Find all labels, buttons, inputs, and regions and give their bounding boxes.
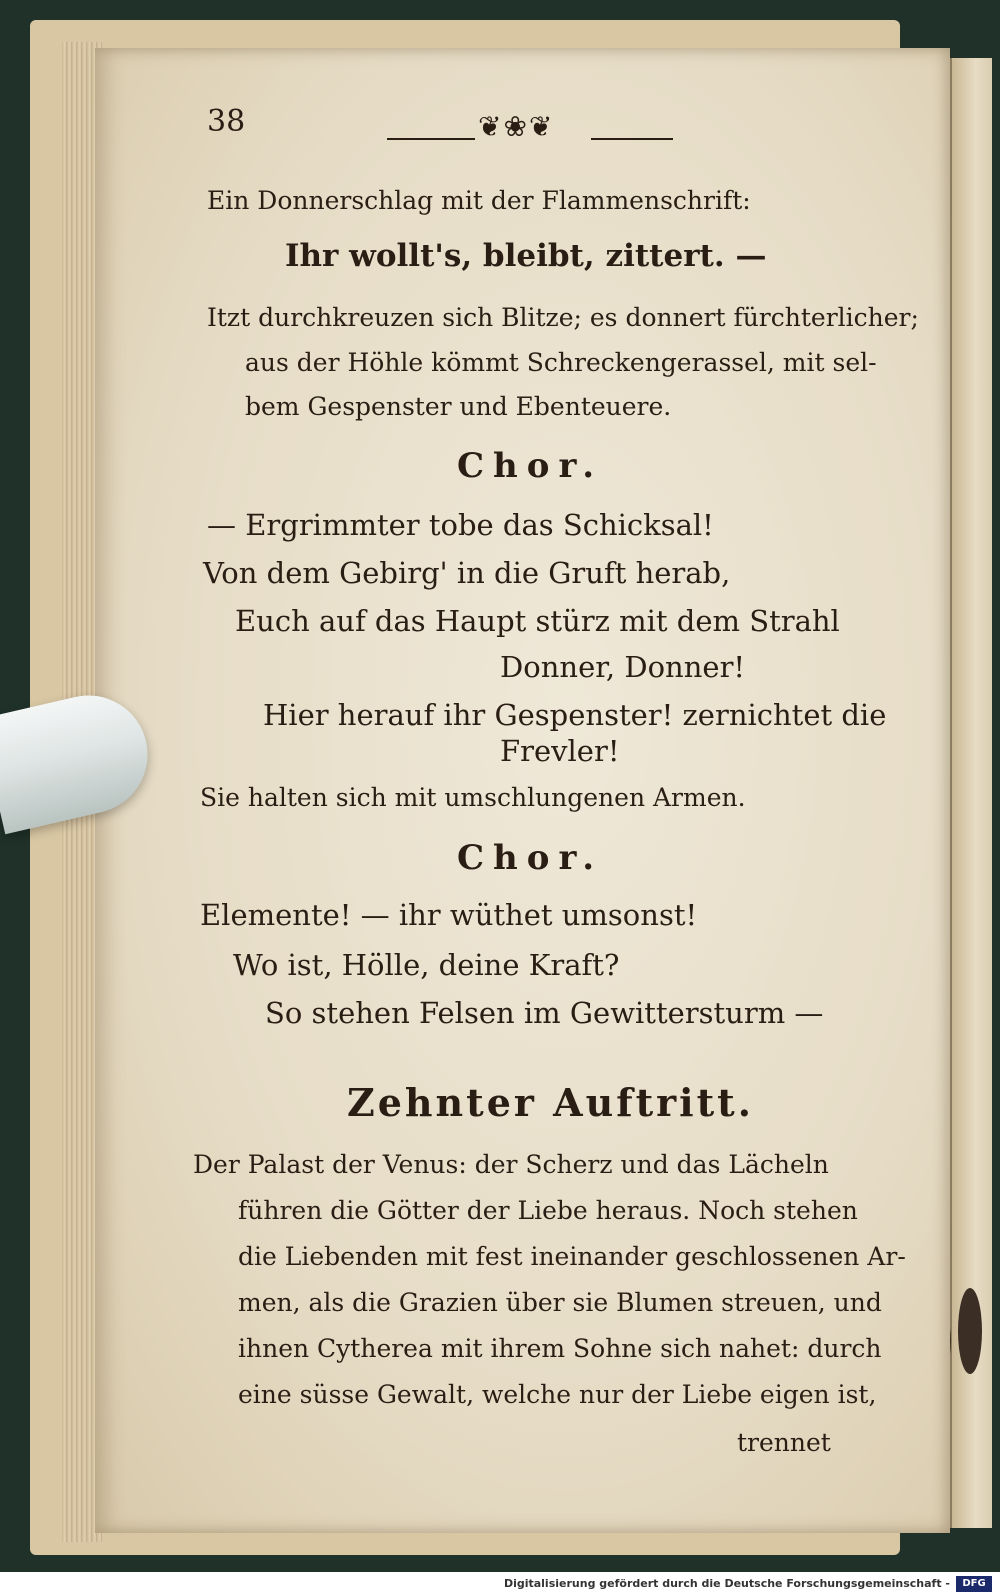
stage-direction-line: eine süsse Gewalt, welche nur der Liebe eigen ist, <box>238 1380 877 1409</box>
page-number: 38 <box>207 104 246 139</box>
stage-direction-line: die Liebenden mit fest ineinander geschlossenen Ar- <box>238 1242 906 1271</box>
stage-direction-line: men, als die Grazien über sie Blumen streuen, und <box>238 1288 882 1317</box>
stage-direction-line: führen die Götter der Liebe heraus. Noch stehen <box>238 1196 858 1225</box>
stage-direction-line: Sie halten sich mit umschlungenen Armen. <box>200 783 746 812</box>
book-page <box>95 48 950 1533</box>
spoken-line: Ihr wollt's, bleibt, zittert. — <box>285 238 767 274</box>
verse-line: Hier herauf ihr Gespenster! zernichtet die <box>263 698 887 732</box>
verse-line: Euch auf das Haupt stürz mit dem Strahl <box>235 604 840 638</box>
ink-stain <box>958 1288 982 1374</box>
verse-line: Wo ist, Hölle, deine Kraft? <box>233 948 620 982</box>
header-rule-left <box>387 138 475 140</box>
dfg-logo: DFG <box>956 1576 992 1592</box>
verse-line: Elemente! — ihr wüthet umsonst! <box>200 898 698 932</box>
verse-line: So stehen Felsen im Gewittersturm — <box>265 996 824 1030</box>
verse-line: — Ergrimmter tobe das Schicksal! <box>207 508 714 542</box>
header-ornament: ❦❀❦ <box>478 110 555 143</box>
stage-direction-line: bem Gespenster und Ebenteuere. <box>245 392 672 421</box>
stage-direction-line: Ein Donnerschlag mit der Flammenschrift: <box>207 186 751 215</box>
verse-line: Frevler! <box>500 734 620 768</box>
stage-direction-line: Der Palast der Venus: der Scherz und das Lächeln <box>193 1150 829 1179</box>
catchword: trennet <box>737 1428 831 1457</box>
stage-direction-line: aus der Höhle kömmt Schreckengerassel, mit sel- <box>245 348 877 377</box>
funding-credit: Digitalisierung gefördert durch die Deutsche Forschungsgemeinschaft - <box>503 1577 950 1590</box>
verse-line: Donner, Donner! <box>500 650 746 684</box>
chorus-heading: Chor. <box>457 838 604 878</box>
chorus-heading: Chor. <box>457 446 604 486</box>
verse-line: Von dem Gebirg' in die Gruft herab, <box>203 556 731 590</box>
stage-direction-line: ihnen Cytherea mit ihrem Sohne sich nahet: durch <box>238 1334 882 1363</box>
stage-direction-line: Itzt durchkreuzen sich Blitze; es donnert fürchterlicher; <box>207 303 919 332</box>
header-rule-right <box>591 138 673 140</box>
scene-heading: Zehnter Auftritt. <box>347 1080 754 1125</box>
